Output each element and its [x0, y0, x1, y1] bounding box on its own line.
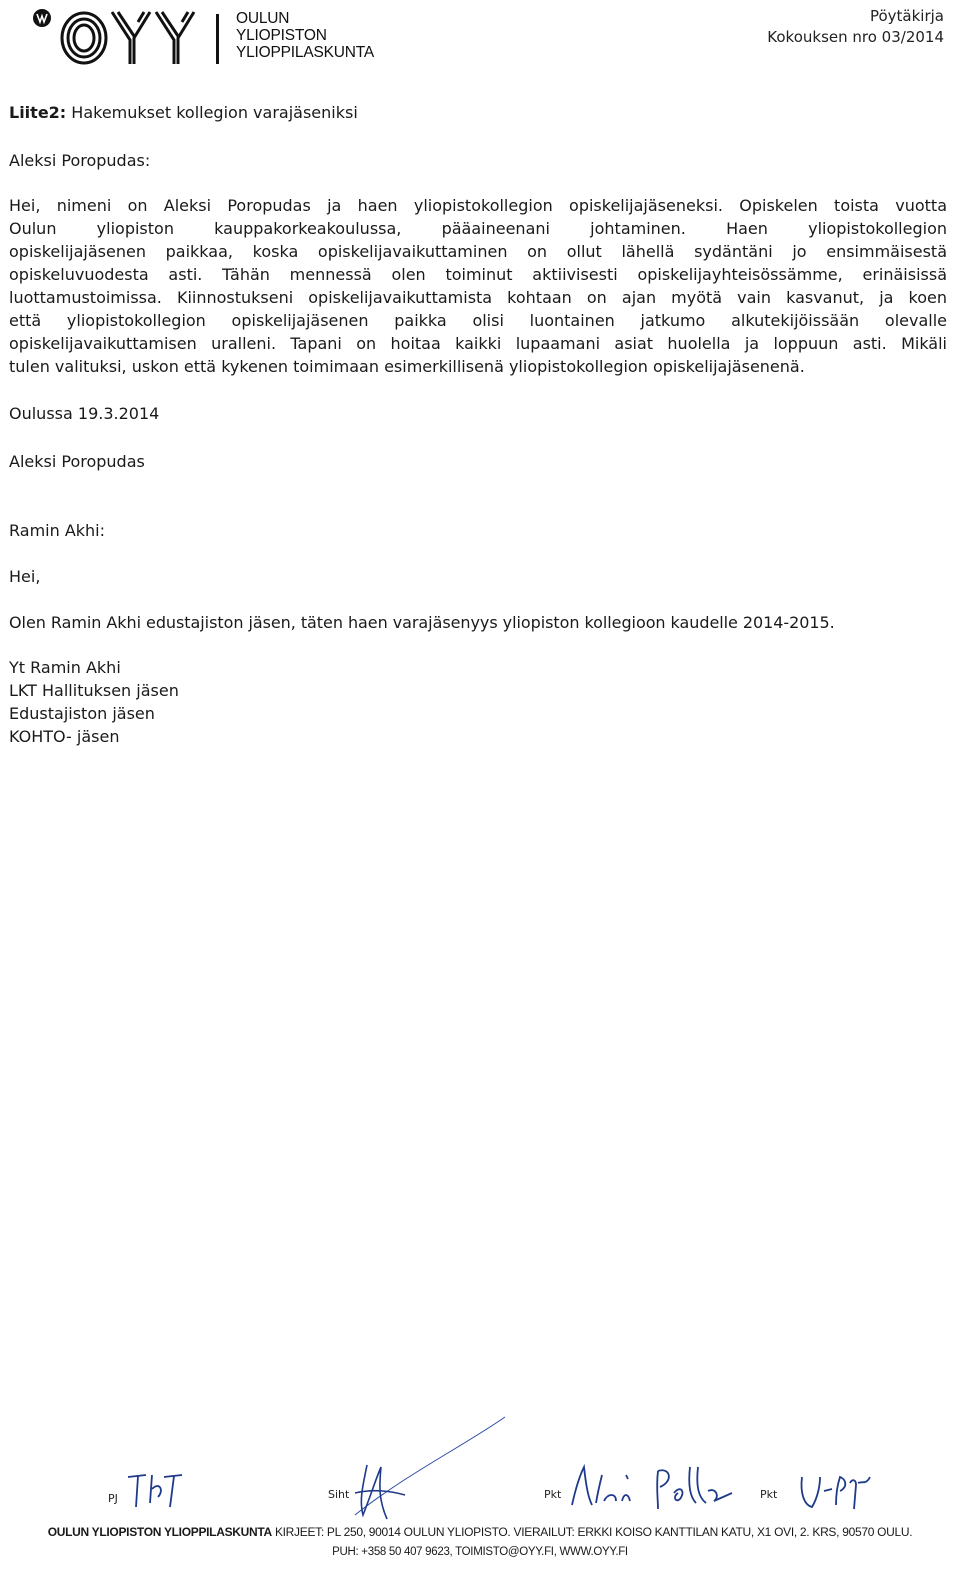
- org-line-2: YLIOPISTON: [236, 27, 327, 44]
- letter-line: opiskelijavaikuttamisen uralleni. Tapani on hoitaa kaikki lupaamani asiat huolella ja loppuun asti. Mikäli: [9, 334, 947, 353]
- org-line-3: YLIOPPILASKUNTA: [236, 44, 374, 61]
- applicant-1-letter: [9, 194, 947, 378]
- pkt2-label: Pkt: [760, 1488, 778, 1501]
- footer-org: OULUN YLIOPISTON YLIOPPILASKUNTA: [47, 1525, 272, 1539]
- document-meta: [767, 6, 944, 48]
- footer-address-line: [0, 1525, 960, 1539]
- oyy-logo: [32, 6, 222, 66]
- org-name: [236, 10, 374, 61]
- place-date: Oulussa 19.3.2014: [9, 404, 160, 423]
- pj-label: PJ: [108, 1492, 118, 1505]
- pj-signature: [124, 1467, 194, 1512]
- org-line-1: OULUN: [236, 10, 290, 27]
- attachment-label: Liite2:: [9, 103, 67, 122]
- sign-line: KOHTO- jäsen: [9, 727, 120, 746]
- applicant-2-greeting: Hei,: [9, 567, 41, 586]
- letter-line: opiskelijajäsenen paikkaa, koska opiskelijavaikuttaminen on ollut lähellä sydäntäni jo ensimmäisestä: [9, 242, 947, 261]
- applicant-1-heading: Aleksi Poropudas:: [9, 151, 151, 170]
- sign-line: Edustajiston jäsen: [9, 704, 155, 723]
- letter-line: että yliopistokollegion opiskelijajäsenen paikka olisi luontainen jatkumo alkutekijöissään olevalle: [9, 311, 947, 330]
- applicant-2-heading: Ramin Akhi:: [9, 521, 106, 540]
- pkt1-label: Pkt: [544, 1488, 562, 1501]
- attachment-heading: Hakemukset kollegion varajäseniksi: [71, 103, 358, 122]
- meeting-number: Kokouksen nro 03/2014: [767, 28, 944, 46]
- siht-signature: [345, 1415, 510, 1525]
- footer-contact: PUH: +358 50 407 9623, TOIMISTO@OYY.FI, WWW.OYY.FI: [332, 1546, 628, 1558]
- applicant-2-sign-block: [9, 656, 179, 748]
- letter-line: Oulun yliopiston kauppakorkeakoulussa, pääaineenani johtaminen. Haen yliopistokollegion: [9, 219, 947, 238]
- pkt1-signature: [566, 1457, 756, 1517]
- letter-line: luottamustoimissa. Kiinnostukseni opiskelijavaikuttamista kohtaan on ajan myötä vain kasvanut, ja koen: [9, 288, 947, 307]
- siht-label: Siht: [328, 1488, 350, 1501]
- pkt2-signature: [796, 1469, 881, 1514]
- footer-address: KIRJEET: PL 250, 90014 OULUN YLIOPISTO. VIERAILUT: ERKKI KOISO KANTTILAN KATU, X1 OVI, 2. KRS, 90570 OULU.: [274, 1525, 913, 1539]
- attachment-title: [9, 101, 358, 124]
- sign-line: Yt Ramin Akhi: [9, 658, 121, 677]
- document-type: Pöytäkirja: [869, 7, 944, 25]
- letter-line: opiskeluvuodesta asti. Tähän mennessä olen toiminut aktiivisesti opiskelijayhteisössämme, erinäisissä: [9, 265, 947, 284]
- letter-line: Hei, nimeni on Aleksi Poropudas ja haen yliopistokollegion opiskelijajäseneksi. Opiskelen toista vuotta: [9, 196, 947, 215]
- signature-row: [0, 1455, 960, 1525]
- letter-line: tulen valituksi, uskon että kykenen toimimaan esimerkillisenä yliopistokollegion opiskelijajäsenenä.: [9, 357, 805, 376]
- applicant-2-body: Olen Ramin Akhi edustajiston jäsen, täten haen varajäsenyys yliopiston kollegioon kaudelle 2014-2015.: [9, 613, 835, 632]
- applicant-1-signature: Aleksi Poropudas: [9, 452, 145, 471]
- sign-line: LKT Hallituksen jäsen: [9, 681, 179, 700]
